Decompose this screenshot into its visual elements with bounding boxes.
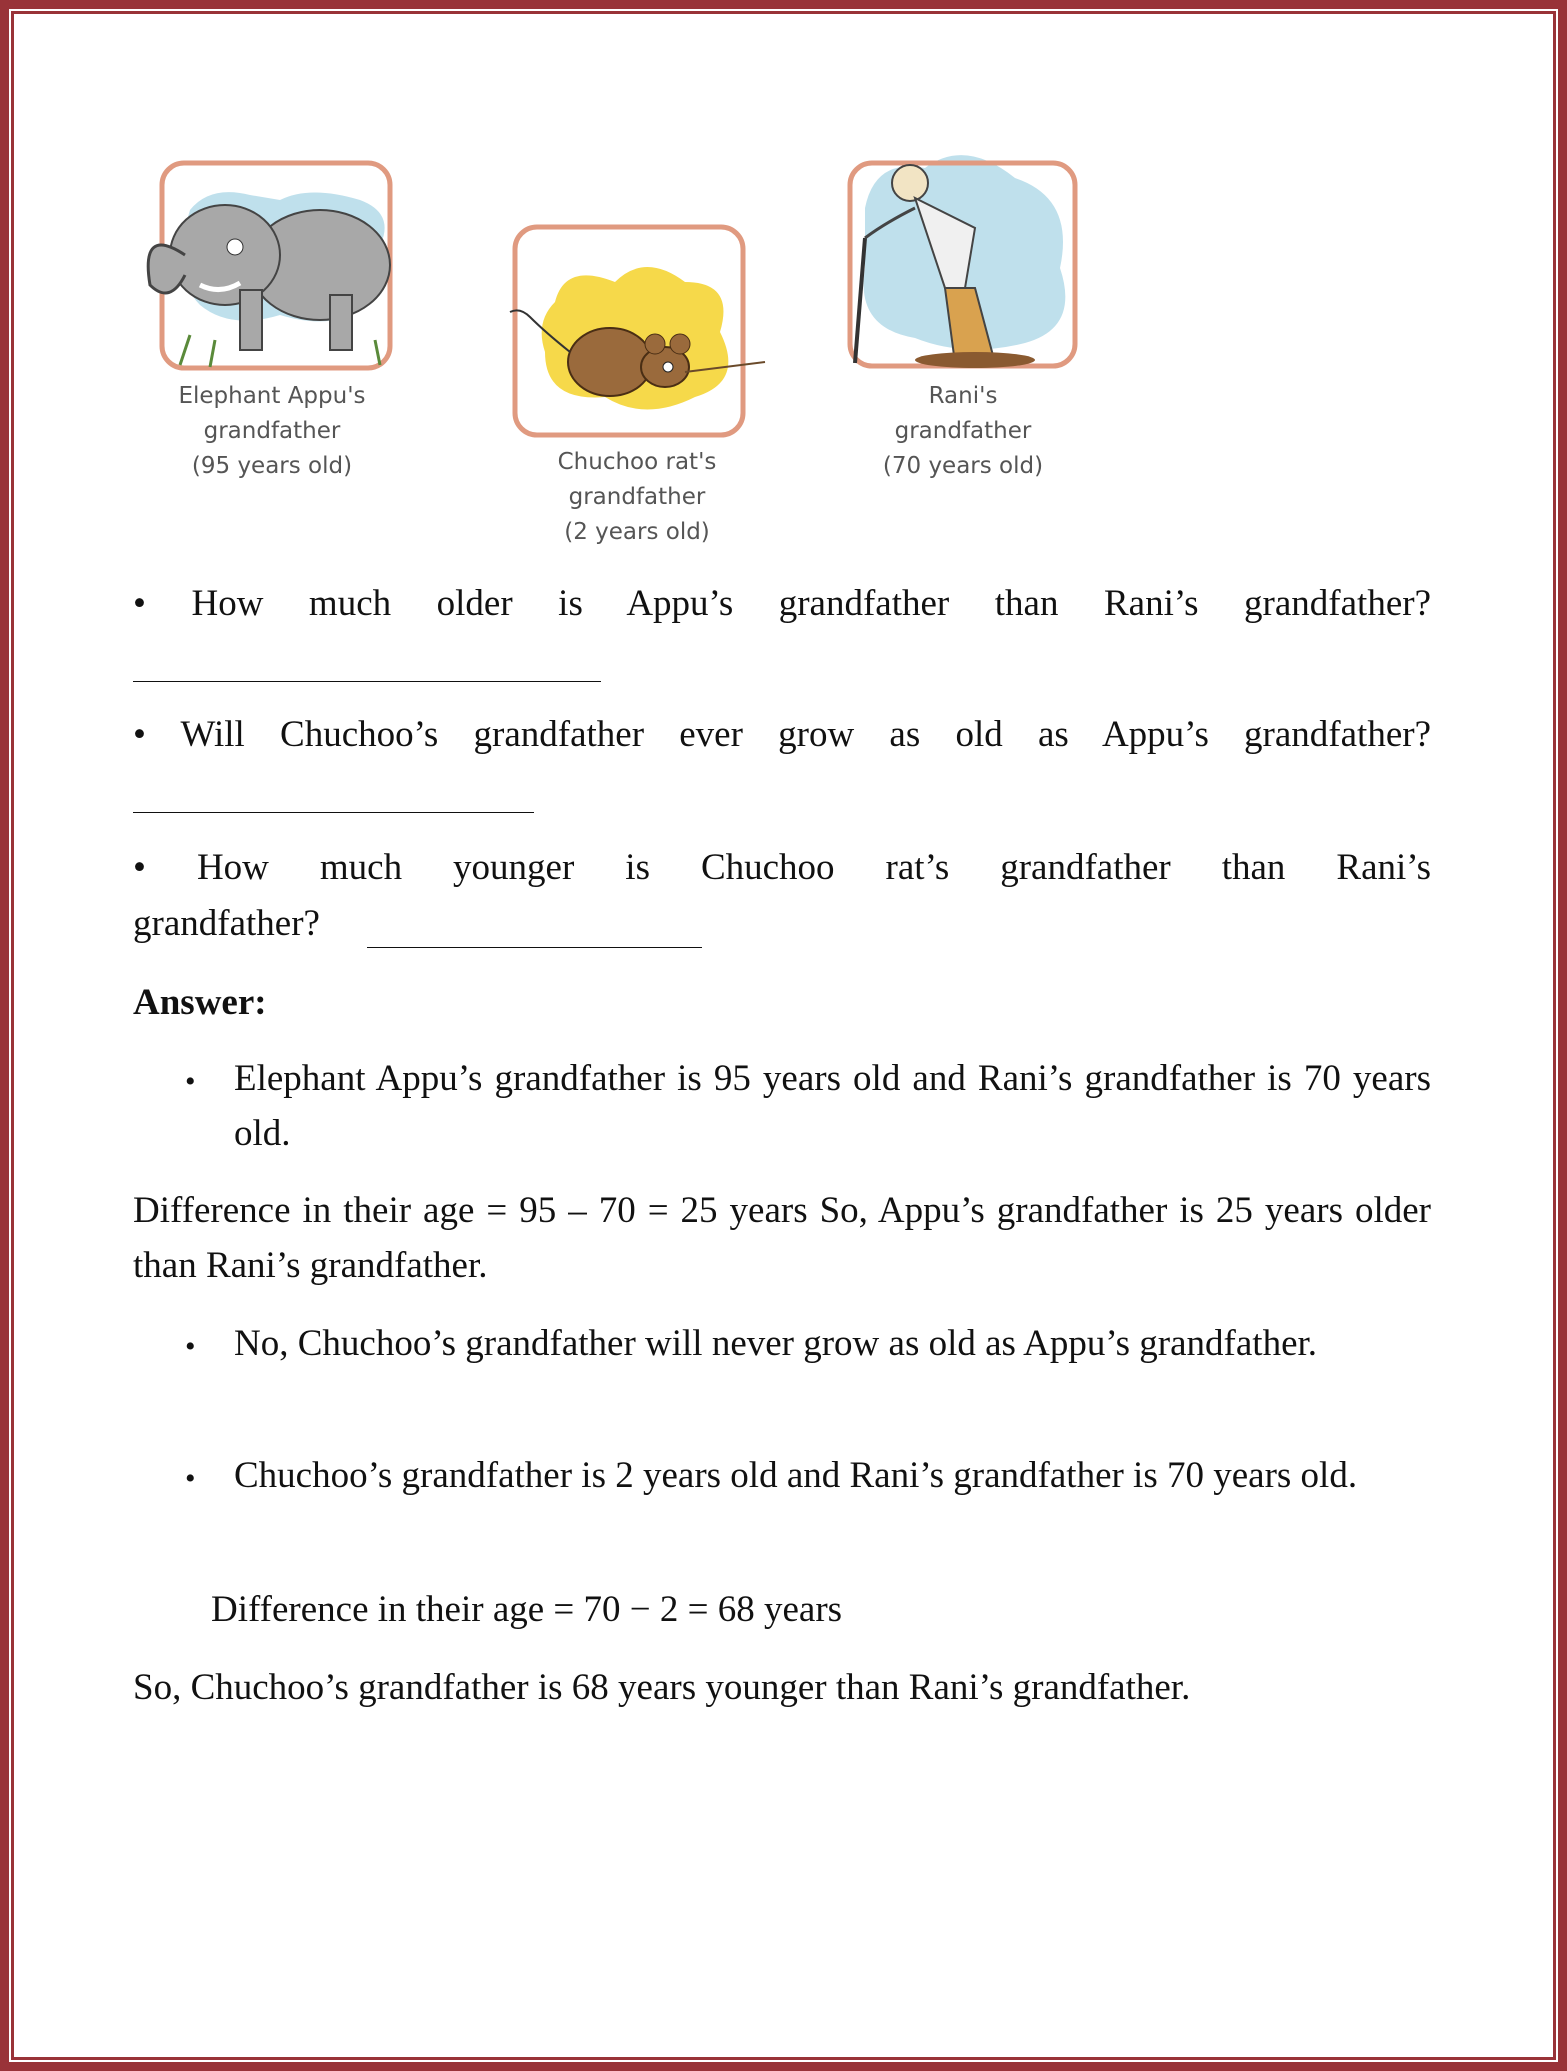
- question-3-continued: grandfather?: [133, 903, 320, 944]
- rat-illustration: [505, 222, 775, 442]
- caption-line: Chuchoo rat's: [557, 449, 717, 475]
- answer-3-conclusion: So, Chuchoo’s grandfather is 68 years younger than Rani’s grandfather.: [133, 1667, 1191, 1708]
- answer-2: No, Chuchoo’s grandfather will never grow as old as Appu’s grandfather.: [234, 1323, 1318, 1364]
- answer-3: Chuchoo’s grandfather is 2 years old and Rani’s grandfather is 70 years old.: [234, 1455, 1358, 1496]
- caption-line: Elephant Appu's: [178, 383, 366, 409]
- answer-1-explanation: Difference in their age = 95 – 70 = 25 years So, Appu’s grandfather is 25 years older than Rani’s grandfather.: [133, 1190, 1431, 1286]
- caption-line: grandfather: [203, 418, 341, 444]
- answer-blank-1[interactable]: [133, 681, 601, 682]
- old-man-illustration: [845, 138, 1085, 373]
- answer-heading-text: Answer:: [133, 982, 267, 1023]
- caption-line: (70 years old): [882, 453, 1044, 479]
- bullet: •: [185, 1462, 196, 1495]
- bullet: •: [185, 1330, 196, 1363]
- answer-blank-3[interactable]: [367, 947, 702, 948]
- question-2: • Will Chuchoo’s grandfather ever grow as old as Appu’s grandfather?: [133, 714, 1431, 755]
- rat-caption: [487, 445, 787, 550]
- caption-line: grandfather: [568, 484, 706, 510]
- answer-1: Elephant Appu’s grandfather is 95 years old and Rani’s grandfather is 70 years old.: [234, 1058, 1431, 1154]
- caption-line: (95 years old): [191, 453, 353, 479]
- answer-heading: [133, 975, 267, 1030]
- bullet: •: [185, 1065, 196, 1098]
- elephant-illustration: [130, 155, 420, 380]
- answer-3-difference: Difference in their age = 70 − 2 = 68 years: [211, 1589, 843, 1630]
- elephant-caption: [122, 379, 422, 484]
- answer-blank-2[interactable]: [133, 812, 534, 813]
- question-1: • How much older is Appu’s grandfather than Rani’s grandfather?: [133, 583, 1431, 624]
- man-caption: [813, 379, 1113, 484]
- caption-line: (2 years old): [564, 519, 710, 545]
- caption-line: Rani's: [928, 383, 998, 409]
- caption-line: grandfather: [894, 418, 1032, 444]
- question-3: • How much younger is Chuchoo rat’s grandfather than Rani’s: [133, 847, 1431, 888]
